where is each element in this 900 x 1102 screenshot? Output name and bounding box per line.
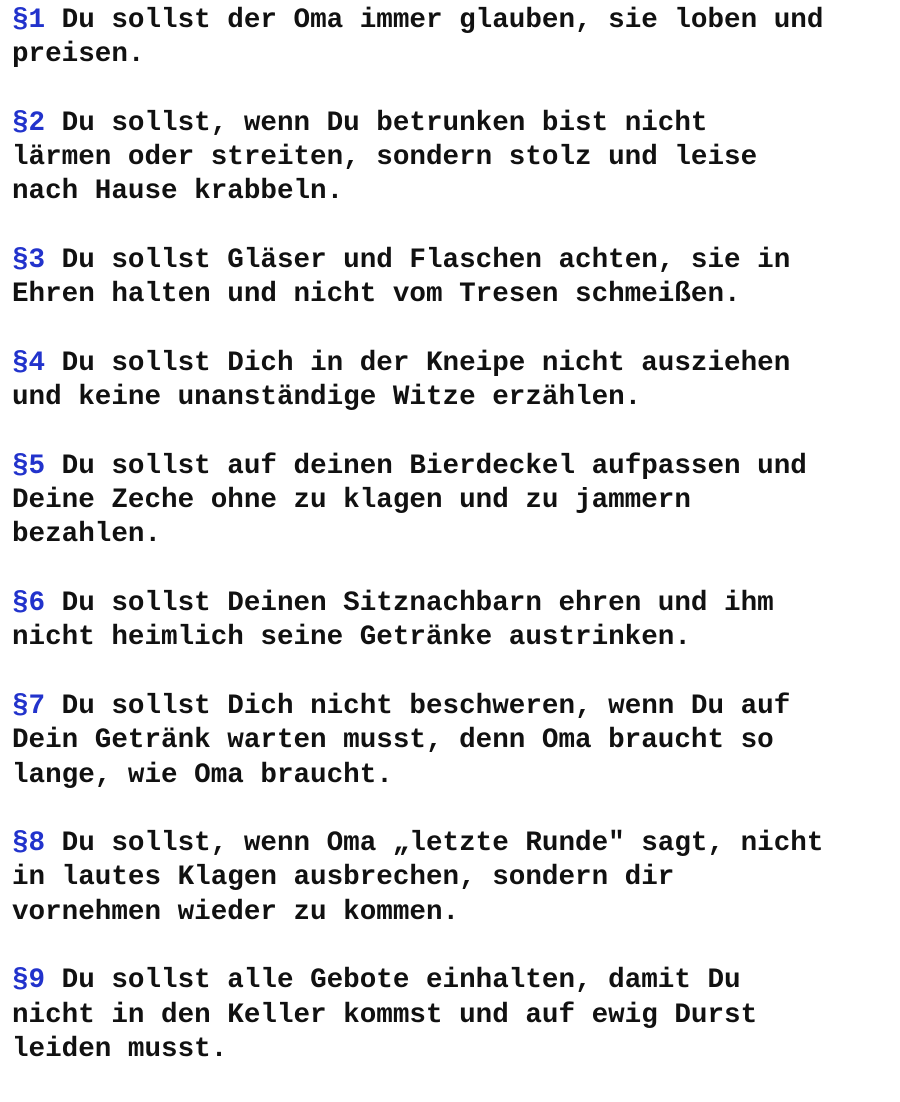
rule-number: §2	[12, 107, 46, 139]
rule-text: in lautes Klagen ausbrechen, sondern dir	[12, 862, 675, 894]
rule-line	[12, 827, 900, 861]
rule-line	[12, 690, 900, 724]
rule-number: §9	[12, 965, 46, 997]
rule-text: Deine Zeche ohne zu klagen und zu jammern	[12, 485, 691, 517]
rule-line	[12, 107, 900, 141]
rule-text: Du sollst alle Gebote einhalten, damit Du	[45, 965, 741, 997]
rule-line	[12, 4, 900, 38]
rule-text: Du sollst Gläser und Flaschen achten, sie in	[45, 245, 791, 277]
rule-number: §5	[12, 450, 46, 482]
rule-8	[12, 827, 900, 930]
rule-5	[12, 450, 900, 553]
rule-text: Ehren halten und nicht vom Tresen schmeißen.	[12, 279, 741, 311]
rule-line	[12, 347, 900, 381]
rule-9	[12, 964, 900, 1067]
rule-text: vornehmen wieder zu kommen.	[12, 896, 460, 928]
rule-line	[12, 450, 900, 484]
rule-number: §6	[12, 588, 46, 620]
rule-3	[12, 244, 900, 313]
rule-text: Du sollst Dich nicht beschweren, wenn Du auf	[45, 690, 791, 722]
rule-text: Du sollst Deinen Sitznachbarn ehren und ihm	[45, 588, 774, 620]
rule-text: Du sollst, wenn Du betrunken bist nicht	[45, 107, 708, 139]
rule-text: lange, wie Oma braucht.	[12, 759, 393, 791]
rule-number: §3	[12, 245, 46, 277]
rule-number: §1	[12, 5, 46, 36]
rules-document	[12, 4, 900, 1102]
rule-6	[12, 587, 900, 656]
rule-7	[12, 690, 900, 793]
rule-text: leiden musst.	[12, 1033, 228, 1065]
rule-text: nicht heimlich seine Getränke austrinken.	[12, 622, 691, 654]
rule-text: nach Hause krabbeln.	[12, 176, 344, 208]
rule-text: bezahlen.	[12, 519, 162, 551]
rule-number: §7	[12, 690, 46, 722]
rule-2	[12, 107, 900, 210]
rule-4	[12, 347, 900, 416]
rule-text: nicht in den Keller kommst und auf ewig Durst	[12, 999, 758, 1031]
rule-text: lärmen oder streiten, sondern stolz und leise	[12, 142, 758, 174]
rule-text: Du sollst, wenn Oma „letzte Runde" sagt, nicht	[45, 828, 824, 860]
rule-line	[12, 587, 900, 621]
rule-text: Du sollst der Oma immer glauben, sie loben und	[45, 5, 824, 36]
rule-text: und keine unanständige Witze erzählen.	[12, 382, 642, 414]
rule-text: Dein Getränk warten musst, denn Oma braucht so	[12, 725, 774, 757]
rule-line	[12, 244, 900, 278]
rule-1	[12, 4, 900, 73]
rule-number: §8	[12, 828, 46, 860]
rule-text: preisen.	[12, 39, 145, 71]
rule-line	[12, 964, 900, 998]
rule-text: Du sollst auf deinen Bierdeckel aufpassen und	[45, 450, 807, 482]
rule-text: Du sollst Dich in der Kneipe nicht ausziehen	[45, 347, 791, 379]
rule-number: §4	[12, 347, 46, 379]
